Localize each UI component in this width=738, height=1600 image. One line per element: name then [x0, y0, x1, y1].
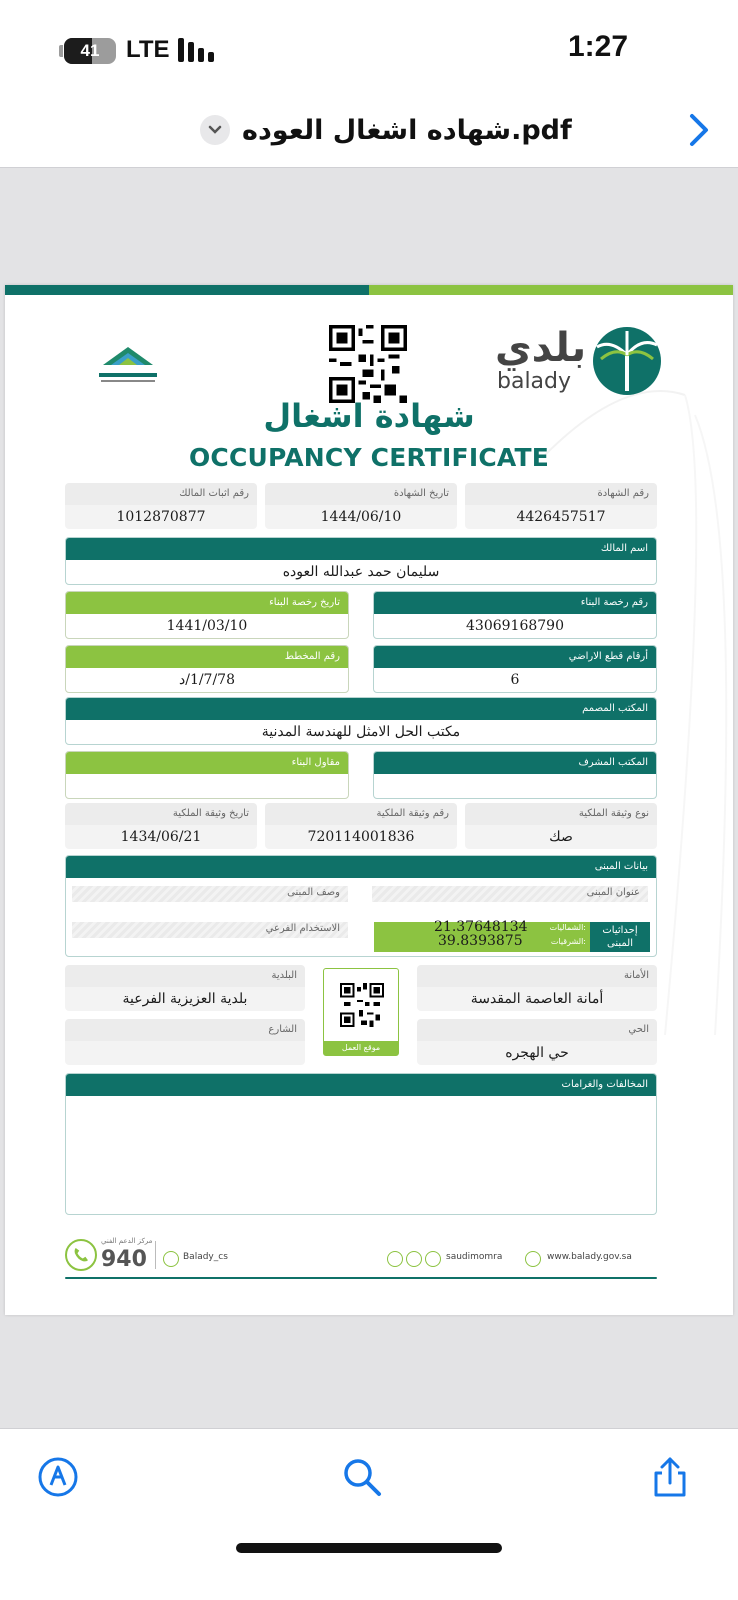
designer-office-field: [65, 697, 657, 745]
twitter-icon: [163, 1251, 179, 1267]
work-location-label: موقع العمل: [324, 1041, 398, 1055]
building-contractor-field: [65, 751, 349, 799]
field-value: 1/7/78/د: [178, 672, 235, 688]
field-label: الأمانة: [417, 965, 657, 987]
bottom-toolbar: [0, 1428, 738, 1600]
share-icon[interactable]: [648, 1455, 692, 1499]
field-label: الشارع: [65, 1019, 305, 1041]
building-description-label: وصف المبنى: [72, 886, 348, 902]
field-value: [66, 774, 348, 798]
website: www.balady.gov.sa: [547, 1252, 632, 1262]
certificate-title-english: OCCUPANCY CERTIFICATE: [188, 443, 550, 472]
twitter-icon: [387, 1251, 403, 1267]
field-value: 1012870877: [65, 505, 257, 529]
brand-english: balady: [497, 369, 572, 394]
field-value: 1434/06/21: [65, 825, 257, 849]
battery-icon: [64, 38, 116, 64]
nav-bar: [0, 100, 738, 168]
palm-logo-icon: [591, 325, 663, 397]
field-label: رقم الشهادة: [465, 483, 657, 505]
field-value: [374, 774, 656, 798]
support-number: 940: [101, 1247, 147, 1272]
certificate-date-field: [265, 483, 457, 529]
east-label: الشرقيات:: [550, 937, 586, 946]
field-value: أمانة العاصمة المقدسة: [417, 987, 657, 1011]
north-value: 21.37648134: [434, 919, 528, 935]
building-address-label: عنوان المبنى: [372, 886, 648, 902]
building-coordinates: [374, 919, 650, 952]
markup-icon[interactable]: [36, 1455, 80, 1499]
field-value: صك: [465, 825, 657, 849]
field-value: 1444/06/10: [265, 505, 457, 529]
field-value: 4426457517: [465, 505, 657, 529]
field-label: رقم المخطط: [66, 646, 348, 668]
municipality-secretariat-field: [417, 965, 657, 1011]
home-indicator[interactable]: [236, 1543, 502, 1553]
document-title-menu[interactable]: [200, 110, 572, 150]
makkah-municipality-logo: [93, 333, 163, 403]
document-title[interactable]: شهاده اشغال العوده.pdf: [242, 114, 572, 146]
field-value: 1441/03/10: [166, 618, 248, 634]
facebook-icon: [406, 1251, 422, 1267]
field-value: 6: [510, 672, 520, 688]
municipality-field: [65, 965, 305, 1011]
street-field: [65, 1019, 305, 1065]
field-label: أرقام قطع الاراضي: [374, 646, 656, 668]
social-handle: saudimomra: [446, 1252, 503, 1262]
sub-use-label: الاستخدام الفرعي: [72, 922, 348, 938]
brand-arabic: بلدي: [495, 325, 587, 371]
field-label: رقم وثيقة الملكية: [265, 803, 457, 825]
work-location-qr-code: [340, 981, 384, 1029]
east-value: 39.8393875: [438, 933, 523, 949]
signal-icon: [178, 38, 220, 62]
land-plot-numbers-field: [373, 645, 657, 693]
certificate-page[interactable]: [5, 285, 733, 1315]
ownership-doc-date-field: [65, 803, 257, 849]
network-type: LTE: [126, 36, 170, 63]
ownership-doc-type-field: [465, 803, 657, 849]
phone-icon: [65, 1239, 97, 1271]
section-label: بيانات المبنى: [66, 856, 656, 878]
balady-logo: [495, 325, 665, 405]
owner-name-field: [65, 537, 657, 585]
field-label: البلدية: [65, 965, 305, 987]
field-label: اسم المالك: [66, 538, 656, 560]
twitter-cs-handle: Balady_cs: [183, 1252, 228, 1262]
field-label: تاريخ الشهادة: [265, 483, 457, 505]
ownership-doc-number-field: [265, 803, 457, 849]
building-permit-number-field: [373, 591, 657, 639]
field-value: سليمان حمد عبدالله العوده: [282, 564, 440, 580]
plan-number-field: [65, 645, 349, 693]
field-value: 43069168790: [466, 618, 564, 634]
coordinates-label: إحداثيات المبنى: [590, 922, 650, 952]
work-location-qr[interactable]: [323, 968, 399, 1056]
building-data-section: [65, 855, 657, 957]
district-field: [417, 1019, 657, 1065]
certificate-qr-code: [327, 325, 409, 403]
support-label: مركز الدعم الفني: [101, 1237, 153, 1245]
field-label: رقم اثبات المالك: [65, 483, 257, 505]
certificate-footer: [65, 1235, 665, 1281]
violations-section: [65, 1073, 657, 1215]
building-permit-date-field: [65, 591, 349, 639]
supervisor-office-field: [373, 751, 657, 799]
owner-id-field: [65, 483, 257, 529]
field-label: مقاول البناء: [66, 752, 348, 774]
field-label: نوع وثيقة الملكية: [465, 803, 657, 825]
search-icon[interactable]: [340, 1455, 384, 1499]
chevron-right-icon[interactable]: [684, 110, 714, 150]
field-label: المكتب المصمم: [66, 698, 656, 720]
field-value: مكتب الحل الامثل للهندسة المدنية: [261, 724, 461, 740]
field-value: [65, 1041, 305, 1065]
field-label: تاريخ وثيقة الملكية: [65, 803, 257, 825]
field-label: الحي: [417, 1019, 657, 1041]
field-value: 720114001836: [265, 825, 457, 849]
battery-level: 41: [80, 41, 100, 60]
section-label: المخالفات والغرامات: [66, 1074, 656, 1096]
chevron-down-icon[interactable]: [200, 115, 230, 145]
field-value: بلدية العزيزية الفرعية: [65, 987, 305, 1011]
north-label: الشماليات:: [549, 923, 586, 932]
certificate-title-arabic: شهادة اشغال: [263, 397, 475, 435]
field-label: تاريخ رخصة البناء: [66, 592, 348, 614]
field-value: حي الهجره: [417, 1041, 657, 1065]
globe-icon: [525, 1251, 541, 1267]
field-label: المكتب المشرف: [374, 752, 656, 774]
field-label: رقم رخصة البناء: [374, 592, 656, 614]
status-bar: [0, 0, 738, 100]
certificate-number-field: [465, 483, 657, 529]
youtube-icon: [425, 1251, 441, 1267]
clock: 1:27: [567, 30, 628, 63]
